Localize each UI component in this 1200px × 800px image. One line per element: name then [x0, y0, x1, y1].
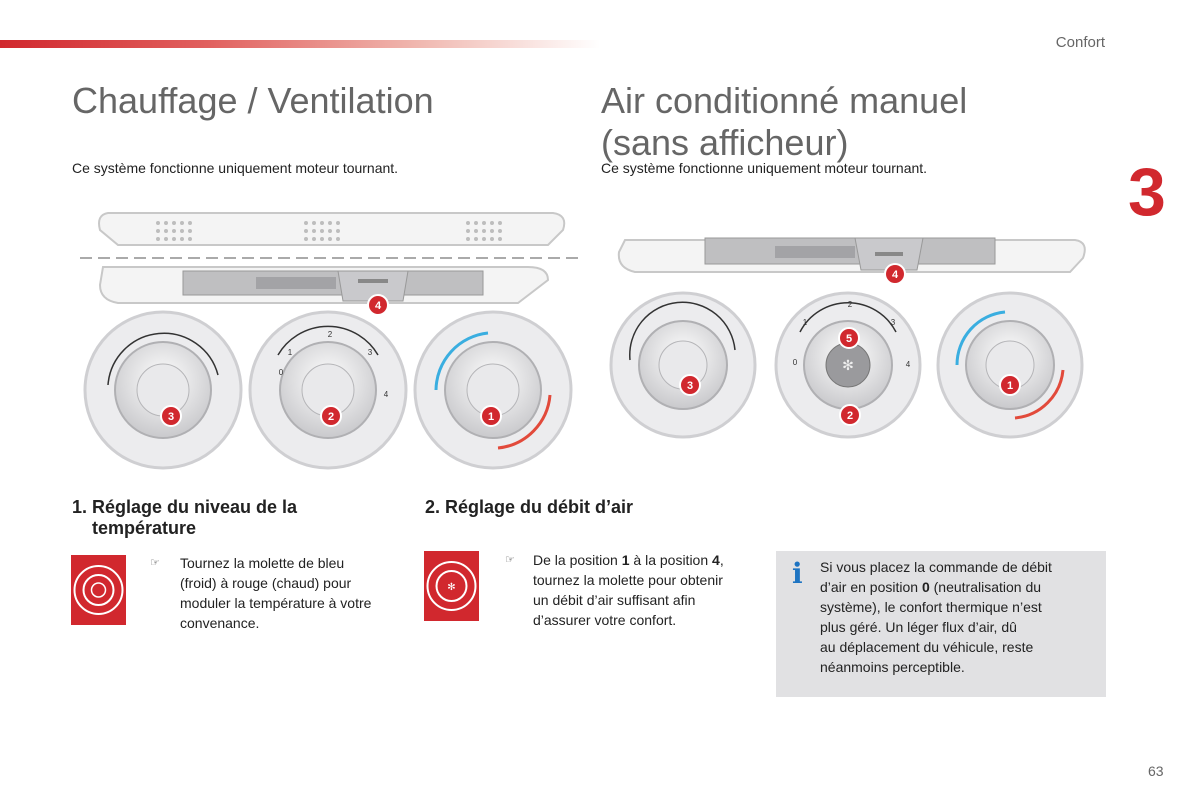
ac-temperature-dial [938, 293, 1082, 437]
fan-pos-4: 4 [383, 390, 389, 399]
section1-text-line1: Tournez la molette de bleu [180, 555, 345, 571]
callout-4-label: 4 [374, 300, 382, 312]
section2-text-c: , [719, 552, 724, 568]
section2-text-line3: un débit d’air suffisant afin [533, 592, 696, 608]
section2-heading: 2. Réglage du débit d’air [425, 497, 634, 517]
section1-text-line3: moduler la température à votre [180, 595, 372, 611]
section1-text-line2: (froid) à rouge (chaud) pour [180, 575, 352, 591]
ac-recirculation-led [875, 252, 903, 256]
fan-dial-thumbnail [424, 551, 479, 621]
callout-1-label: 1 [487, 411, 495, 423]
fan-thumbnail-snowflake-icon: ✻ [447, 582, 456, 593]
right-title-line1: Air conditionné manuel [601, 80, 968, 121]
ac-snowflake-icon: ✻ [842, 358, 854, 374]
left-subtitle: Ce système fonctionne uniquement moteur tournant. [72, 160, 399, 176]
section2-bullet-icon: ☞ [505, 554, 515, 566]
info-text [820, 557, 1090, 677]
info-line6: néanmoins perceptible. [820, 659, 965, 675]
section1-heading [72, 497, 392, 539]
ac-fan-pos-4: 4 [905, 360, 911, 369]
heating-panel-illustration [78, 205, 588, 480]
ac-panel-illustration [605, 230, 1090, 445]
ac-fan-pos-2: 2 [847, 300, 853, 309]
callout-2-label: 2 [327, 411, 335, 423]
section1-bullet-icon: ☞ [150, 557, 160, 569]
button-bar-slot [256, 277, 336, 289]
info-line5: au déplacement du véhicule, reste [820, 639, 1034, 655]
ac-fan-pos-1: 1 [802, 318, 808, 327]
fan-pos-2: 2 [327, 330, 333, 339]
info-line2-a: d’air en position [820, 579, 922, 595]
info-box [776, 551, 1106, 697]
ac-fan-pos-3: 3 [890, 318, 896, 327]
section1-heading-line2: température [92, 518, 197, 538]
info-line3: système), le confort thermique n’est [820, 599, 1042, 615]
fan-pos-0: 0 [278, 368, 284, 377]
info-icon: i [792, 557, 803, 590]
header-accent-bar [0, 40, 600, 48]
recirculation-led [358, 279, 388, 283]
right-title-line2: (sans afficheur) [601, 122, 849, 163]
dashboard-top-strip [99, 213, 564, 245]
fan-pos-1: 1 [287, 348, 293, 357]
ac-fan-pos-0: 0 [792, 358, 798, 367]
section2-pos-end: 4 [712, 552, 720, 568]
section2-text-line2: tournez la molette pour obtenir [533, 572, 723, 588]
section1-text [180, 553, 400, 633]
section2-pos-start: 1 [621, 552, 630, 568]
page-number: 63 [1148, 763, 1164, 779]
section2-text-a: De la position [533, 552, 622, 568]
ac-callout-5-label: 5 [845, 333, 853, 345]
temperature-dial [415, 312, 571, 468]
right-subtitle: Ce système fonctionne uniquement moteur tournant. [601, 160, 928, 176]
ac-callout-4-label: 4 [891, 269, 899, 281]
right-title [601, 80, 967, 164]
ac-callout-2-label: 2 [846, 410, 854, 422]
ac-distribution-dial [611, 293, 755, 437]
info-line1: Si vous placez la commande de débit [820, 559, 1052, 575]
callout-3-label: 3 [167, 411, 175, 423]
section1-heading-line1: 1. Réglage du niveau de la [72, 497, 298, 517]
info-line4: plus géré. Un léger flux d’air, dû [820, 619, 1017, 635]
distribution-dial [85, 312, 241, 468]
section2-text-b: à la position [629, 552, 713, 568]
left-title: Chauffage / Ventilation [72, 80, 434, 121]
ac-callout-3-label: 3 [686, 380, 694, 392]
ac-callout-1-label: 1 [1006, 380, 1014, 392]
info-line2-b: (neutralisation du [929, 579, 1042, 595]
section1-text-line4: convenance. [180, 615, 260, 631]
fan-pos-3: 3 [367, 348, 373, 357]
info-line2-bold: 0 [921, 579, 930, 595]
section2-text [533, 550, 763, 630]
section-label: Confort [1055, 34, 1105, 51]
temperature-dial-thumbnail [71, 555, 126, 625]
chapter-number: 3 [1128, 154, 1166, 230]
section2-text-line4: d’assurer votre confort. [533, 612, 677, 628]
ac-button-bar-slot [775, 246, 855, 258]
